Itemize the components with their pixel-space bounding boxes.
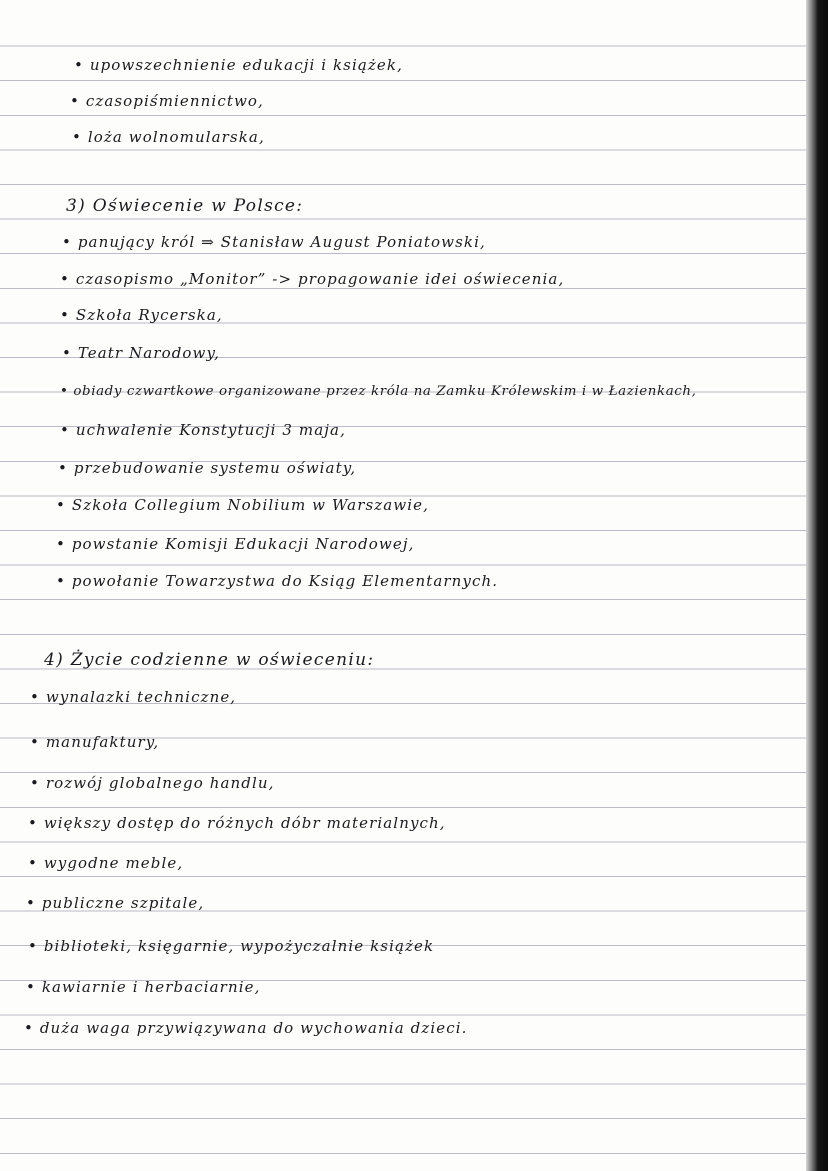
- list-item: • duża waga przywiązywana do wychowania dzieci.: [24, 1019, 467, 1037]
- list-item: • Teatr Narodowy,: [62, 344, 220, 362]
- list-item: • czasopismo „Monitor” -> propagowanie idei oświecenia,: [60, 270, 564, 288]
- list-item: • biblioteki, księgarnie, wypożyczalnie książek: [28, 937, 434, 955]
- list-item: • upowszechnienie edukacji i książek,: [74, 56, 403, 74]
- list-item: • wynalazki techniczne,: [30, 688, 236, 706]
- list-item: • rozwój globalnego handlu,: [30, 774, 275, 792]
- list-item: • obiady czwartkowe organizowane przez króla na Zamku Królewskim i w Łazienkach,: [60, 384, 696, 399]
- list-item: • panujący król ⇒ Stanisław August Poniatowski,: [62, 233, 486, 251]
- list-item: • większy dostęp do różnych dóbr materialnych,: [28, 814, 446, 832]
- notebook-binding-edge: [806, 0, 828, 1171]
- list-item: • przebudowanie systemu oświaty,: [58, 459, 356, 477]
- section-heading: 3) Oświecenie w Polsce:: [66, 196, 304, 216]
- list-item: • manufaktury,: [30, 733, 159, 751]
- list-item: • publiczne szpitale,: [26, 894, 204, 912]
- list-item: • uchwalenie Konstytucji 3 maja,: [60, 421, 346, 439]
- list-item: • Szkoła Rycerska,: [60, 306, 223, 324]
- list-item: • powstanie Komisji Edukacji Narodowej,: [56, 535, 414, 553]
- list-item: • czasopiśmiennictwo,: [70, 92, 264, 110]
- list-item: • loża wolnomularska,: [72, 128, 265, 146]
- list-item: • wygodne meble,: [28, 854, 183, 872]
- list-item: • kawiarnie i herbaciarnie,: [26, 978, 260, 996]
- list-item: • powołanie Towarzystwa do Ksiąg Elementarnych.: [56, 572, 498, 590]
- section-heading: 4) Życie codzienne w oświeceniu:: [44, 650, 375, 670]
- list-item: • Szkoła Collegium Nobilium w Warszawie,: [56, 496, 429, 514]
